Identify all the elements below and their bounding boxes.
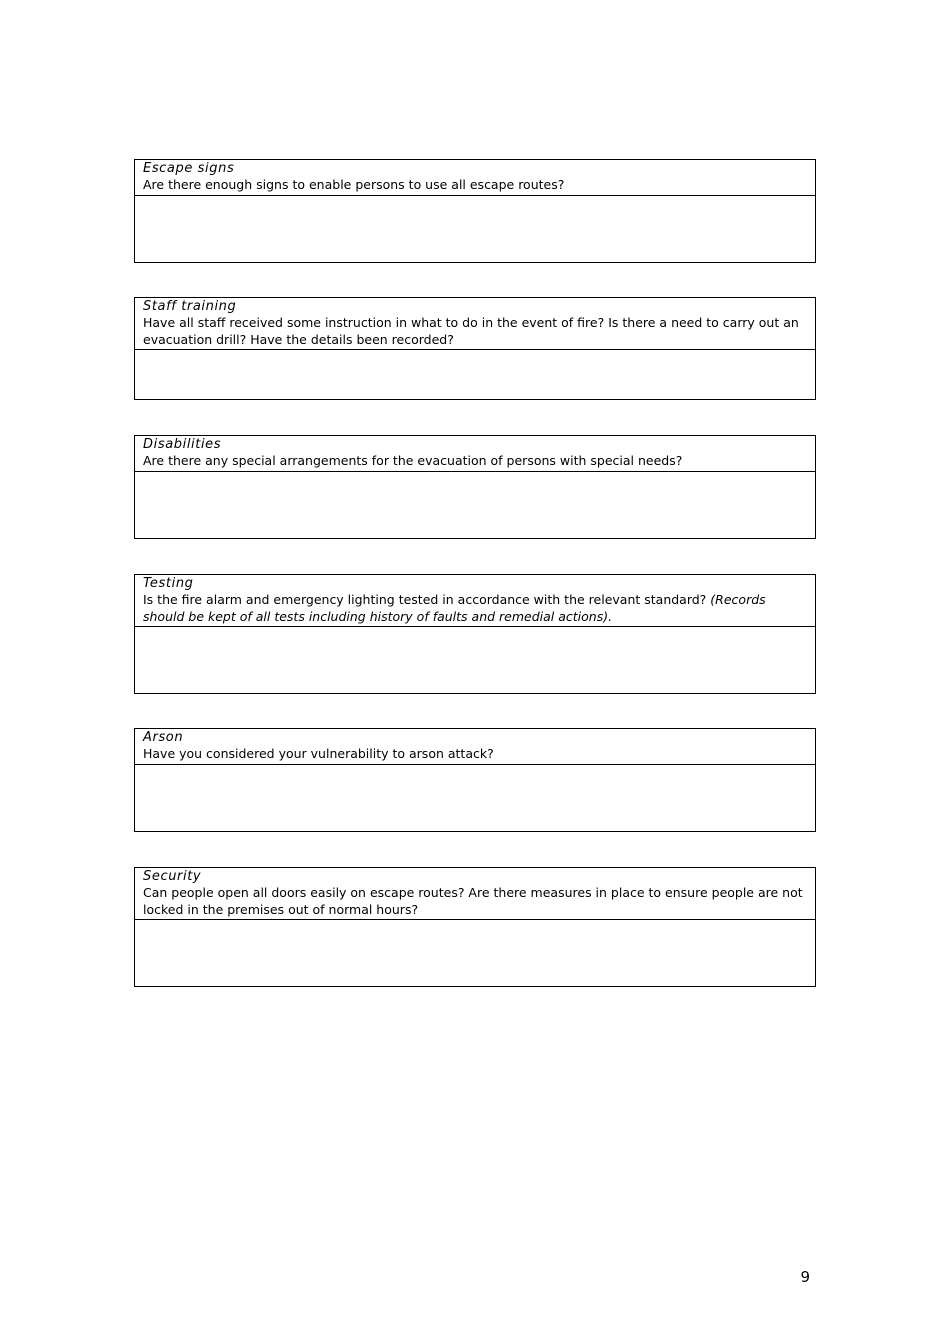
answer-area[interactable] xyxy=(135,765,815,831)
section-escape-signs xyxy=(134,159,816,263)
section-question xyxy=(143,177,807,194)
section-title: Testing xyxy=(143,576,194,591)
section-title: Staff training xyxy=(143,299,237,314)
section-question xyxy=(143,592,807,625)
question-text: Is the fire alarm and emergency lighting tested in accordance with the relevant standard? xyxy=(143,592,711,607)
section-question xyxy=(143,453,807,470)
page-number: 9 xyxy=(800,1268,810,1286)
question-text: Have you considered your vulnerability to arson attack? xyxy=(143,746,494,761)
question-note: (Records should be kept of all tests including history of faults and remedial actions). xyxy=(143,592,766,624)
answer-area[interactable] xyxy=(135,196,815,262)
question-text: Have all staff received some instruction in what to do in the event of fire? Is there a need to carry out an evacuation drill? Have the details been recorded? xyxy=(143,315,799,347)
answer-area[interactable] xyxy=(135,920,815,986)
section-title: Disabilities xyxy=(143,437,222,452)
section-question xyxy=(143,746,807,763)
section-title: Escape signs xyxy=(143,161,235,176)
section-header xyxy=(135,298,815,350)
section-testing xyxy=(134,574,816,694)
question-text: Can people open all doors easily on escape routes? Are there measures in place to ensure people are not locked in the premises out of normal hours? xyxy=(143,885,803,917)
section-arson xyxy=(134,728,816,832)
section-title: Security xyxy=(143,869,202,884)
section-security xyxy=(134,867,816,987)
section-header xyxy=(135,436,815,472)
section-header xyxy=(135,729,815,765)
question-text: Are there enough signs to enable persons to use all escape routes? xyxy=(143,177,565,192)
section-header xyxy=(135,868,815,920)
section-question xyxy=(143,315,807,348)
answer-area[interactable] xyxy=(135,627,815,693)
section-question xyxy=(143,885,807,918)
section-header xyxy=(135,160,815,196)
section-staff-training xyxy=(134,297,816,400)
section-disabilities xyxy=(134,435,816,539)
answer-area[interactable] xyxy=(135,350,815,399)
question-text: Are there any special arrangements for the evacuation of persons with special needs? xyxy=(143,453,683,468)
section-title: Arson xyxy=(143,730,184,745)
section-header xyxy=(135,575,815,627)
answer-area[interactable] xyxy=(135,472,815,538)
